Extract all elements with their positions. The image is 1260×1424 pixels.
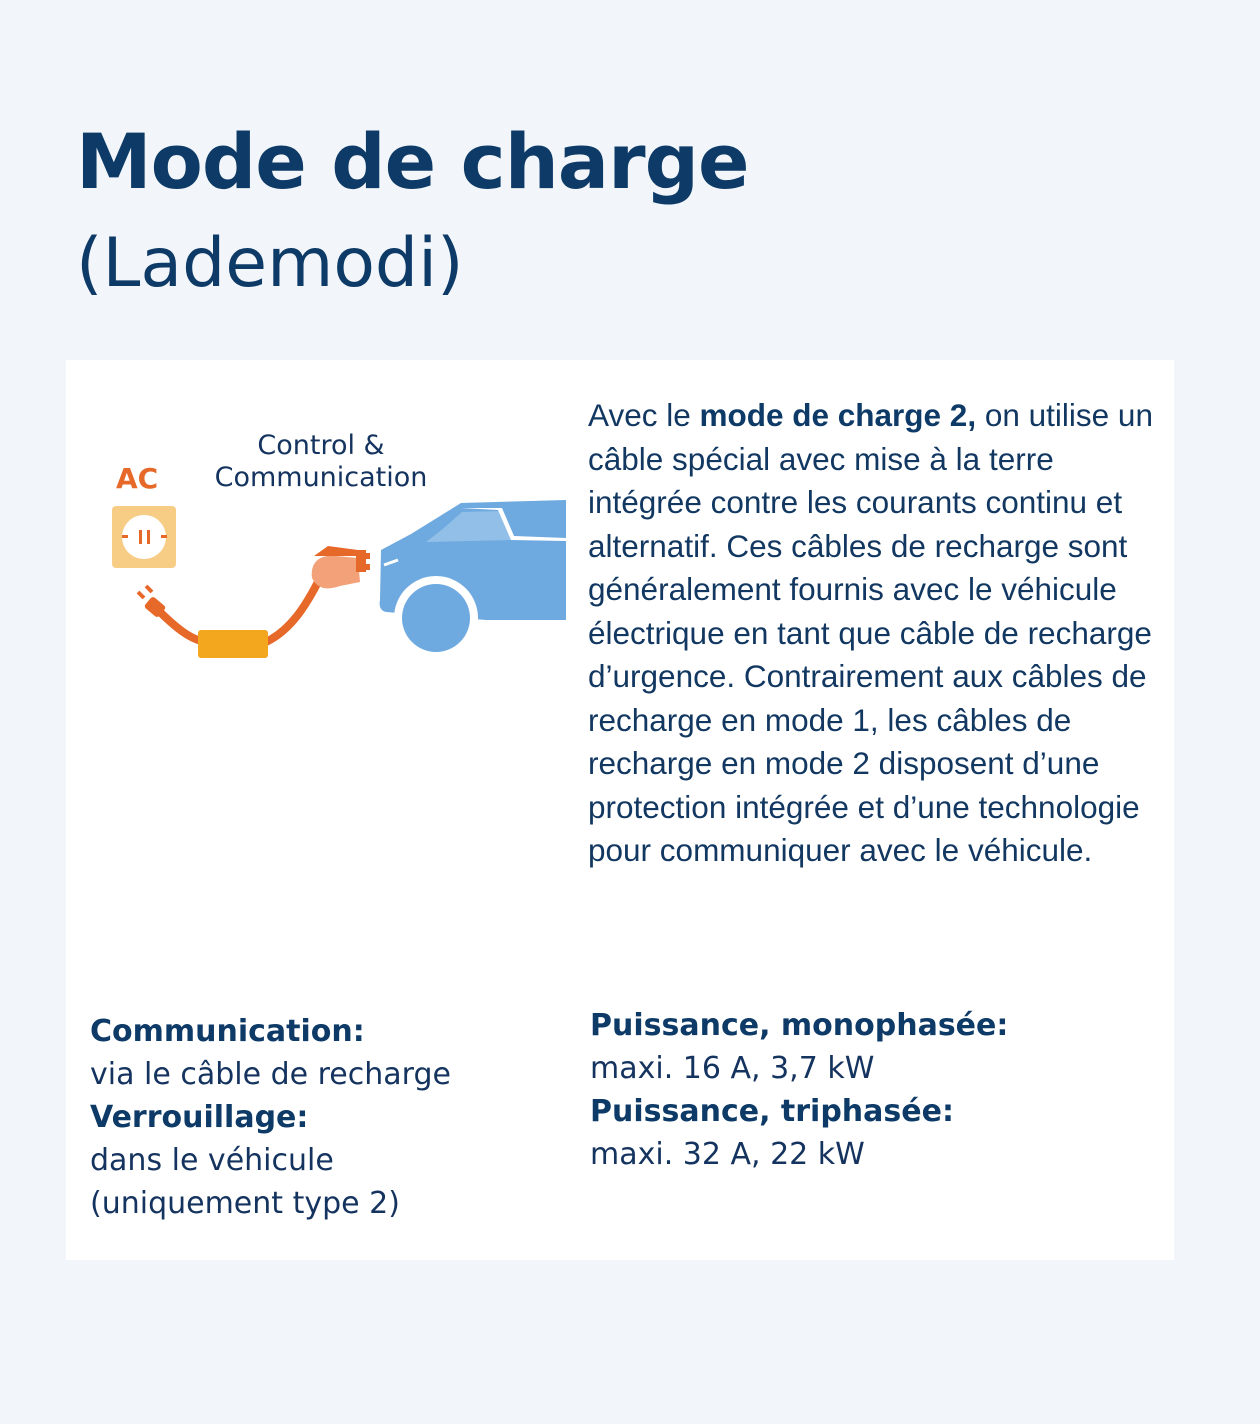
specs-right	[590, 1004, 1150, 1176]
page-subtitle: (Lademodi)	[76, 224, 464, 303]
wall-socket-icon	[112, 506, 176, 568]
charging-illustration	[66, 360, 566, 680]
charging-connector-icon	[312, 546, 370, 588]
locking-label: Verrouillage:	[90, 1100, 309, 1135]
description-body: on utilise un câble spécial avec mise à la terre intégrée contre les courants continu et alternatif. Ces câbles de recharge sont généralement fournis avec le véhicule électrique en tant que câble de recharge d’urgence. Contrairement aux câbles de recharge en mode 1, les câbles de recharge en mode 2 disposent d’une protection intégrée et d’une technologie pour communiquer avec le véhicule.	[588, 397, 1153, 868]
description-intro: Avec le	[588, 397, 700, 433]
specs-left	[90, 1010, 560, 1225]
mode-description	[588, 394, 1158, 873]
control-label-line1: Control &	[257, 430, 385, 461]
communication-label: Communication:	[90, 1014, 365, 1049]
control-communication-label	[206, 430, 436, 494]
info-card	[66, 360, 1174, 1260]
communication-value: via le câble de recharge	[90, 1057, 451, 1092]
locking-value-line1: dans le véhicule	[90, 1143, 334, 1178]
car-icon	[366, 500, 566, 680]
three-phase-label: Puissance, triphasée:	[590, 1094, 954, 1129]
single-phase-label: Puissance, monophasée:	[590, 1008, 1009, 1043]
single-phase-value: maxi. 16 A, 3,7 kW	[590, 1051, 875, 1086]
description-highlight: mode de charge 2,	[699, 397, 977, 433]
ac-label: AC	[116, 462, 159, 495]
page-title: Mode de charge	[76, 117, 749, 206]
three-phase-value: maxi. 32 A, 22 kW	[590, 1137, 865, 1172]
control-box-icon	[198, 630, 268, 658]
control-label-line2: Communication	[214, 462, 428, 493]
illustration-graphic	[66, 360, 566, 680]
locking-value-line2: (uniquement type 2)	[90, 1186, 400, 1221]
